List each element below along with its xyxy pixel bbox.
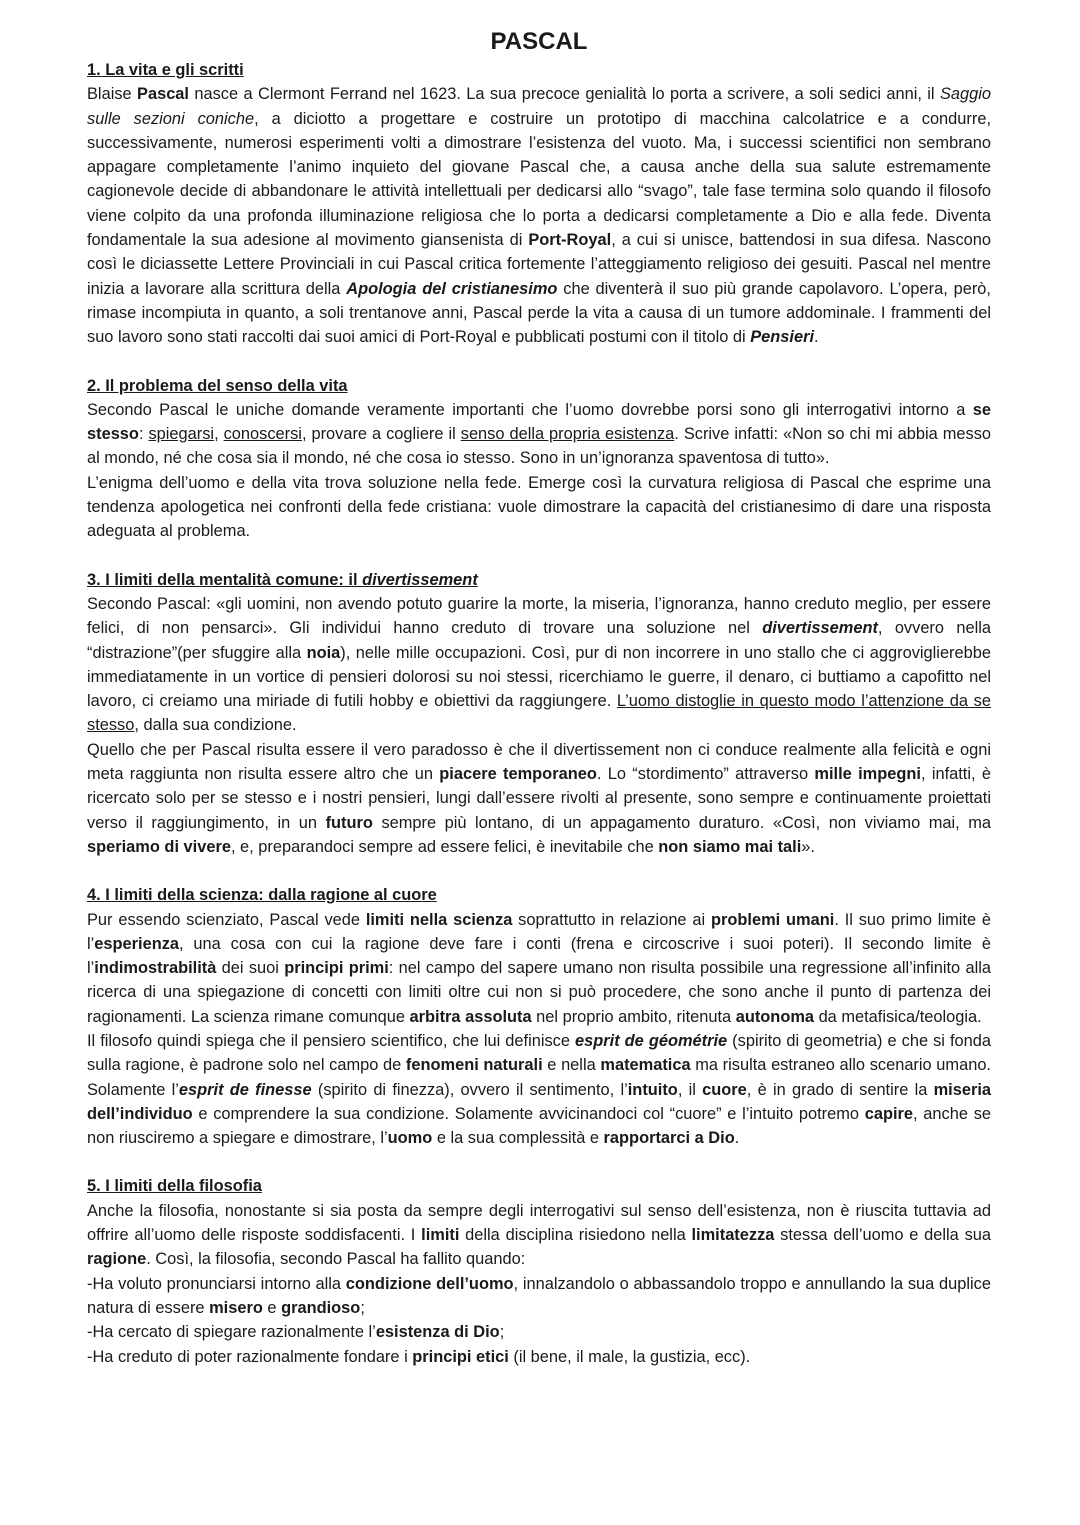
underlined-text: L’uomo distoglie in questo modo l’attenzione da se stesso (87, 692, 991, 735)
section-senso-vita (87, 374, 991, 544)
list-item (87, 1345, 991, 1369)
bold-text: grandioso (281, 1298, 361, 1317)
bold-italic-text: divertissement (762, 619, 878, 638)
bold-text: rapportarci a Dio (603, 1129, 735, 1148)
text: , provare a cogliere il (301, 425, 461, 444)
text: . (814, 328, 819, 347)
heading-text: 3. I limiti della mentalità comune: il (87, 570, 363, 589)
text: : nel campo del sapere umano non risulta possibile una regressione all’infinito alla ricerca di una spiegazione di concetti con limiti oltre cui non si può procedere, che sono anche il punto di partenza dei ragionamenti. La scienza rimane comunque (87, 959, 991, 1026)
text: Il filosofo quindi spiega che il pensiero scientifico, che lui definisce (87, 1031, 576, 1050)
document-page (87, 28, 991, 1369)
text: . (734, 1129, 740, 1148)
text: . Il suo primo limite è l’ (87, 910, 992, 953)
bold-text: matematica (600, 1056, 691, 1075)
text: Quello che per Pascal risulta essere il vero paradosso è che il divertissement non ci conduce realmente alla felicità e ogni meta raggiunta non risulta essere altro che un (87, 740, 991, 784)
bold-text: ragione (87, 1250, 147, 1269)
bold-text: principi etici (412, 1347, 509, 1366)
text: nel proprio ambito, ritenuta (531, 1007, 736, 1026)
text: da metafisica/teologia. (814, 1007, 982, 1026)
bold-text: futuro (325, 813, 373, 832)
italic-text: Saggio sulle sezioni coniche (87, 85, 991, 128)
section-limiti-scienza (87, 883, 991, 1150)
text: ; (499, 1323, 505, 1342)
text: , è in grado di sentire la (746, 1080, 934, 1099)
bold-text: problemi umani (710, 910, 835, 929)
bold-text: capire (864, 1104, 914, 1123)
paragraph (87, 82, 991, 349)
text: e (262, 1298, 282, 1317)
text: , a diciotto a progettare e costruire un prototipo di macchina calcolatrice e a condurre, successivamente, numerosi esperimenti volti a dimostrare l’esistenza del vuoto. Ma, i successi scientifici non sembrano appagare completamente l’animo inquieto del giovane Pascal che, a causa anche della sua salute estremamente cagionevole decide di abbandonare le attività intellettuali per dedicarsi allo “svago”, tale fase termina solo quando il filosofo viene colpito da una profonda illuminazione religiosa che lo porta a dedicarsi completamente a Dio e alla fede. Diventa fondamentale la sua adesione al movimento giansenista di (87, 109, 991, 250)
text: sempre più lontano, di un appagamento duraturo. «Così, non viviamo mai, ma (372, 813, 991, 832)
bold-text: mille impegni (814, 765, 921, 784)
bold-text: piacere temporaneo (439, 765, 597, 784)
text: ma risulta estraneo allo scenario umano. Solamente l’ (87, 1056, 991, 1099)
bold-text: cuore (702, 1080, 747, 1099)
section-heading: 4. I limiti della scienza: dalla ragione al cuore (87, 886, 437, 905)
page-title: PASCAL (490, 28, 588, 55)
underlined-text: senso della propria esistenza (460, 425, 675, 444)
bold-text: limiti (421, 1226, 460, 1245)
text: dei suoi (216, 959, 285, 978)
text: ; (360, 1298, 365, 1317)
heading-italic-text: divertissement (362, 570, 478, 589)
bold-text: autonoma (735, 1007, 815, 1026)
bold-text: fenomeni naturali (405, 1056, 543, 1075)
bold-text: Pascal (137, 85, 189, 104)
text: nasce a Clermont Ferrand nel 1623. La sua precoce genialità lo porta a scrivere, a soli sedici anni, il (188, 85, 940, 104)
text: (spirito di finezza), ovvero il sentimento, l’ (311, 1080, 628, 1099)
paragraph (87, 738, 991, 859)
text: Pur essendo scienziato, Pascal vede (87, 910, 366, 929)
text: , innalzandolo o abbassandolo troppo e annullando la sua duplice natura di essere (87, 1274, 991, 1317)
bold-text: esperienza (94, 934, 180, 953)
underlined-text: spiegarsi (148, 425, 215, 444)
paragraph (87, 592, 991, 738)
bold-text: principi primi (284, 959, 389, 978)
bold-text: limiti nella scienza (365, 910, 513, 929)
text: , una cosa con cui la ragione deve fare i conti (frena e circoscrive i suoi poteri). Il secondo limite è l’ (87, 934, 991, 978)
text: soprattutto in relazione ai (512, 910, 711, 929)
paragraph (87, 1029, 991, 1150)
text: , (214, 425, 224, 444)
text: e comprendere la sua condizione. Solamente avvicinandoci col “cuore” e l’intuito potremo (192, 1104, 865, 1123)
text: . Così, la filosofia, secondo Pascal ha fallito quando: (146, 1250, 526, 1269)
text: . Scrive infatti: «Non so chi mi abbia messo al mondo, né che cosa sia il mondo, né che cosa io stesso. Sono in un’ignoranza spaventosa di tutto». (87, 425, 992, 468)
underlined-text: conoscersi (223, 425, 302, 444)
text: -Ha creduto di poter razionalmente fondare i (87, 1347, 413, 1366)
paragraph (87, 1199, 991, 1272)
section-limiti-filosofia (87, 1174, 991, 1368)
bold-italic-text: Pensieri (750, 328, 815, 347)
list-item (87, 1272, 991, 1321)
bold-text: condizione dell’uomo (345, 1274, 514, 1293)
text: e la sua complessità e (432, 1129, 604, 1148)
text: Blaise (87, 85, 138, 104)
bold-italic-text: esprit de finesse (178, 1080, 312, 1099)
section-vita-scritti (87, 58, 991, 350)
text: , ovvero nella “distrazione”(per sfuggire alla (87, 619, 991, 662)
paragraph: L’enigma dell’uomo e della vita trova soluzione nella fede. Emerge così la curvatura religiosa di Pascal che esprime una tendenza apologetica nei confronti della fede cristiana: vuole dimostrare la capacità del cristianesimo di dare una risposta adeguata al problema. (87, 473, 991, 541)
text: ), nelle mille occupazioni. Così, pur di non incorrere in uno stallo che ci aggroviglierebbe immediatamente in un vortice di pensieri dolorosi su noi stessi, ricerchiamo le guerre, il denaro, ci buttiamo a capofitto nel lavoro, ci creiamo una miriade di futili hobby e obiettivi da raggiungere. (87, 643, 991, 711)
text: e nella (542, 1056, 601, 1075)
text: Anche la filosofia, nonostante si sia posta da sempre degli interrogativi sul senso dell’esistenza, non è riuscita tuttavia ad offrire all’uomo delle risposte soddisfacenti. I (87, 1201, 991, 1245)
bold-italic-text: esprit de géométrie (575, 1031, 728, 1050)
section-heading: 5. I limiti della filosofia (87, 1177, 262, 1196)
text: , dalla sua condizione. (134, 716, 297, 735)
bold-text: uomo (387, 1129, 433, 1148)
bold-text: esistenza di Dio (375, 1323, 500, 1342)
text: , e, preparandoci sempre ad essere felici, è inevitabile che (230, 837, 659, 856)
text: (il bene, il male, la gustizia, ecc). (508, 1347, 751, 1366)
bold-text: indimostrabilità (94, 959, 217, 978)
bold-text: Port-Royal (528, 231, 612, 250)
list-item (87, 1320, 991, 1344)
text: stessa dell’uomo e della sua (774, 1226, 991, 1245)
text: , il (677, 1080, 703, 1099)
bold-text: intuito (627, 1080, 678, 1099)
paragraph (87, 908, 991, 1029)
bold-text: misero (209, 1298, 263, 1317)
text: Secondo Pascal le uniche domande veramente importanti che l’uomo dovrebbe porsi sono gli interrogativi intorno a (87, 400, 973, 419)
bold-text: speriamo di vivere (87, 837, 231, 856)
bold-text: non siamo mai tali (658, 837, 802, 856)
text: : (138, 425, 149, 444)
text: , a cui si unisce, battendosi in sua difesa. Nascono così le diciassette Lettere Provinciali in cui Pascal critica fortemente l’atteggiamento religioso dei gesuiti. Pascal nel mentre inizia a lavorare alla scrittura della (87, 231, 991, 298)
text: ». (801, 837, 815, 856)
section-heading (87, 568, 991, 592)
text: Secondo Pascal: «gli uomini, non avendo potuto guarire la morte, la miseria, l’ignoranza, hanno creduto meglio, per essere felici, di non pensarci». Gli individui hanno creduto di trovare una soluzione nel (87, 594, 991, 638)
paragraph (87, 398, 991, 471)
text: della disciplina risiedono nella (459, 1226, 692, 1245)
section-heading: 2. Il problema del senso della vita (87, 376, 348, 395)
bold-text: limitatezza (691, 1226, 775, 1245)
bold-text: miseria dell’individuo (87, 1080, 992, 1123)
bold-italic-text: Apologia del cristianesimo (346, 279, 558, 298)
section-divertissement (87, 568, 991, 860)
text: , anche se non riusciremo a spiegare e dimostrare, l’ (87, 1104, 991, 1148)
text: che diventerà il suo più grande capolavoro. L’opera, però, rimase incompiuta in quanto, a soli trentanove anni, Pascal perde la vita a causa di un tumore addominale. I frammenti del suo lavoro sono stati raccolti dai suoi amici di Port-Royal e pubblicati postumi con il titolo di (87, 279, 991, 347)
text: -Ha voluto pronunciarsi intorno alla (87, 1274, 346, 1293)
text: , infatti, è ricercato solo per se stesso e i nostri pensieri, lungi dall’essere rivolti al presente, sono sempre e continuamente proiettati verso il raggiungimento, in un (87, 765, 992, 832)
bold-text: arbitra assoluta (409, 1007, 532, 1026)
text: . Lo “stordimento” attraverso (596, 765, 815, 784)
text: -Ha cercato di spiegare razionalmente l’ (87, 1323, 376, 1342)
bold-text: se stesso (87, 400, 991, 444)
bold-text: noia (306, 643, 341, 662)
text: (spirito di geometria) e che si fonda sulla ragione, è padrone solo nel campo de (87, 1031, 991, 1075)
section-heading: 1. La vita e gli scritti (87, 61, 244, 79)
